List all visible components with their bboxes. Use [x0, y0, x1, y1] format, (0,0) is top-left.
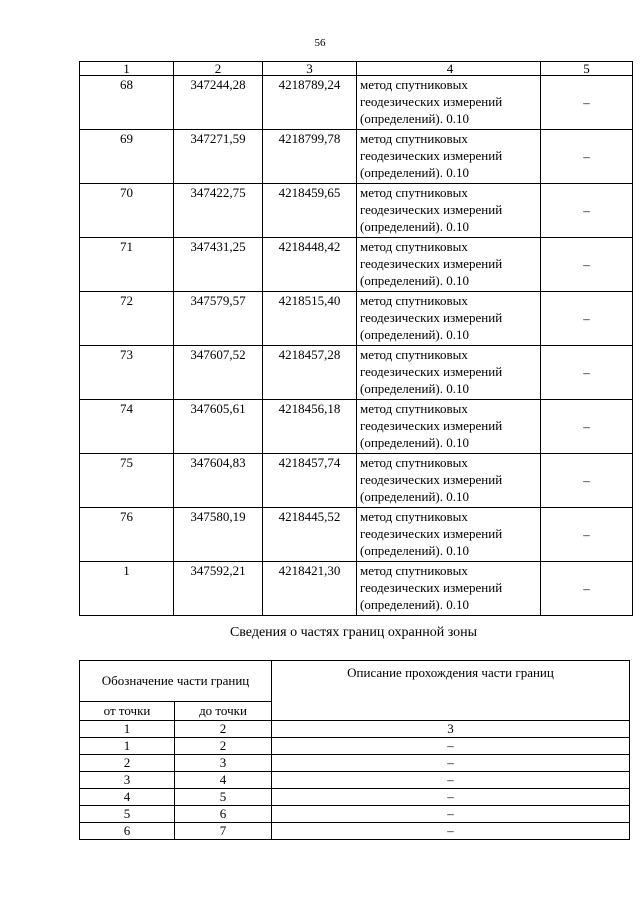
x-coordinate: 347431,25 [174, 238, 263, 292]
coordinate-row [80, 508, 633, 562]
y-coordinate: 4218459,65 [263, 184, 357, 238]
column-number-cell: 3 [263, 62, 357, 76]
method-line: геодезических измерений [360, 580, 503, 595]
method-line: метод спутниковых [360, 77, 468, 92]
from-point: 2 [80, 755, 175, 772]
coordinates-table [79, 61, 633, 616]
part-description: – [272, 806, 630, 823]
coordinate-row [80, 184, 633, 238]
from-point: 3 [80, 772, 175, 789]
boundary-part-row [80, 823, 630, 840]
method-line: метод спутниковых [360, 239, 468, 254]
parts-number-row [80, 721, 630, 738]
method-description [357, 238, 541, 292]
column-number-cell: 1 [80, 62, 174, 76]
method-line: (определений). 0.10 [360, 597, 469, 612]
method-line: метод спутниковых [360, 131, 468, 146]
method-line: геодезических измерений [360, 94, 503, 109]
method-line: (определений). 0.10 [360, 489, 469, 504]
part-description: – [272, 789, 630, 806]
point-number: 68 [80, 76, 174, 130]
method-line: (определений). 0.10 [360, 543, 469, 558]
method-line: геодезических измерений [360, 310, 503, 325]
method-description [357, 76, 541, 130]
coordinate-row [80, 346, 633, 400]
to-point-header: до точки [175, 702, 272, 721]
method-description [357, 184, 541, 238]
note-cell: – [541, 400, 633, 454]
boundary-part-row [80, 806, 630, 823]
parts-header-row [80, 661, 630, 702]
method-description [357, 346, 541, 400]
point-number: 71 [80, 238, 174, 292]
method-line: (определений). 0.10 [360, 435, 469, 450]
y-coordinate: 4218515,40 [263, 292, 357, 346]
point-number: 1 [80, 562, 174, 616]
point-number: 76 [80, 508, 174, 562]
note-cell: – [541, 292, 633, 346]
number-cell: 2 [175, 721, 272, 738]
note-cell: – [541, 562, 633, 616]
method-description [357, 292, 541, 346]
page-number: 56 [314, 37, 326, 49]
note-cell: – [541, 454, 633, 508]
method-line: метод спутниковых [360, 563, 468, 578]
method-line: (определений). 0.10 [360, 111, 469, 126]
to-point: 6 [175, 806, 272, 823]
note-cell: – [541, 508, 633, 562]
y-coordinate: 4218445,52 [263, 508, 357, 562]
x-coordinate: 347271,59 [174, 130, 263, 184]
method-line: метод спутниковых [360, 509, 468, 524]
method-description [357, 400, 541, 454]
from-point: 4 [80, 789, 175, 806]
method-line: метод спутниковых [360, 455, 468, 470]
note-cell: – [541, 346, 633, 400]
boundary-part-row [80, 755, 630, 772]
point-number: 74 [80, 400, 174, 454]
x-coordinate: 347607,52 [174, 346, 263, 400]
coordinate-row [80, 400, 633, 454]
to-point: 7 [175, 823, 272, 840]
description-header: Описание прохождения части границ [272, 661, 630, 721]
point-number: 75 [80, 454, 174, 508]
method-line: (определений). 0.10 [360, 165, 469, 180]
x-coordinate: 347244,28 [174, 76, 263, 130]
coordinate-row [80, 238, 633, 292]
y-coordinate: 4218789,24 [263, 76, 357, 130]
coordinate-row [80, 454, 633, 508]
boundary-part-row [80, 772, 630, 789]
coordinate-row [80, 292, 633, 346]
point-number: 73 [80, 346, 174, 400]
note-cell: – [541, 76, 633, 130]
method-description [357, 454, 541, 508]
method-line: геодезических измерений [360, 256, 503, 271]
coordinate-row [80, 562, 633, 616]
to-point: 5 [175, 789, 272, 806]
method-line: метод спутниковых [360, 401, 468, 416]
x-coordinate: 347592,21 [174, 562, 263, 616]
column-number-row [80, 62, 633, 76]
method-line: метод спутниковых [360, 185, 468, 200]
method-line: метод спутниковых [360, 347, 468, 362]
point-number: 70 [80, 184, 174, 238]
note-cell: – [541, 184, 633, 238]
method-line: геодезических измерений [360, 364, 503, 379]
to-point: 3 [175, 755, 272, 772]
y-coordinate: 4218421,30 [263, 562, 357, 616]
coordinate-row [80, 130, 633, 184]
from-point-header: от точки [80, 702, 175, 721]
boundary-part-row [80, 738, 630, 755]
x-coordinate: 347422,75 [174, 184, 263, 238]
method-line: (определений). 0.10 [360, 381, 469, 396]
method-line: геодезических измерений [360, 148, 503, 163]
number-cell: 3 [272, 721, 630, 738]
method-line: метод спутниковых [360, 293, 468, 308]
from-point: 1 [80, 738, 175, 755]
part-description: – [272, 738, 630, 755]
method-description [357, 562, 541, 616]
column-number-cell: 5 [541, 62, 633, 76]
point-number: 69 [80, 130, 174, 184]
y-coordinate: 4218457,28 [263, 346, 357, 400]
method-line: (определений). 0.10 [360, 273, 469, 288]
method-line: геодезических измерений [360, 418, 503, 433]
method-line: (определений). 0.10 [360, 327, 469, 342]
part-description: – [272, 772, 630, 789]
method-description [357, 508, 541, 562]
y-coordinate: 4218456,18 [263, 400, 357, 454]
column-number-cell: 4 [357, 62, 541, 76]
y-coordinate: 4218457,74 [263, 454, 357, 508]
point-number: 72 [80, 292, 174, 346]
method-line: геодезических измерений [360, 202, 503, 217]
part-description: – [272, 823, 630, 840]
method-line: (определений). 0.10 [360, 219, 469, 234]
boundary-part-row [80, 789, 630, 806]
column-number-cell: 2 [174, 62, 263, 76]
section-title: Сведения о частях границ охранной зоны [229, 625, 478, 640]
x-coordinate: 347604,83 [174, 454, 263, 508]
number-cell: 1 [80, 721, 175, 738]
method-line: геодезических измерений [360, 526, 503, 541]
from-point: 5 [80, 806, 175, 823]
y-coordinate: 4218448,42 [263, 238, 357, 292]
y-coordinate: 4218799,78 [263, 130, 357, 184]
x-coordinate: 347605,61 [174, 400, 263, 454]
x-coordinate: 347580,19 [174, 508, 263, 562]
coordinate-row [80, 76, 633, 130]
x-coordinate: 347579,57 [174, 292, 263, 346]
note-cell: – [541, 238, 633, 292]
boundary-parts-table [79, 660, 630, 840]
to-point: 4 [175, 772, 272, 789]
to-point: 2 [175, 738, 272, 755]
part-description: – [272, 755, 630, 772]
designation-header: Обозначение части границ [80, 661, 272, 702]
from-point: 6 [80, 823, 175, 840]
note-cell: – [541, 130, 633, 184]
method-line: геодезических измерений [360, 472, 503, 487]
method-description [357, 130, 541, 184]
